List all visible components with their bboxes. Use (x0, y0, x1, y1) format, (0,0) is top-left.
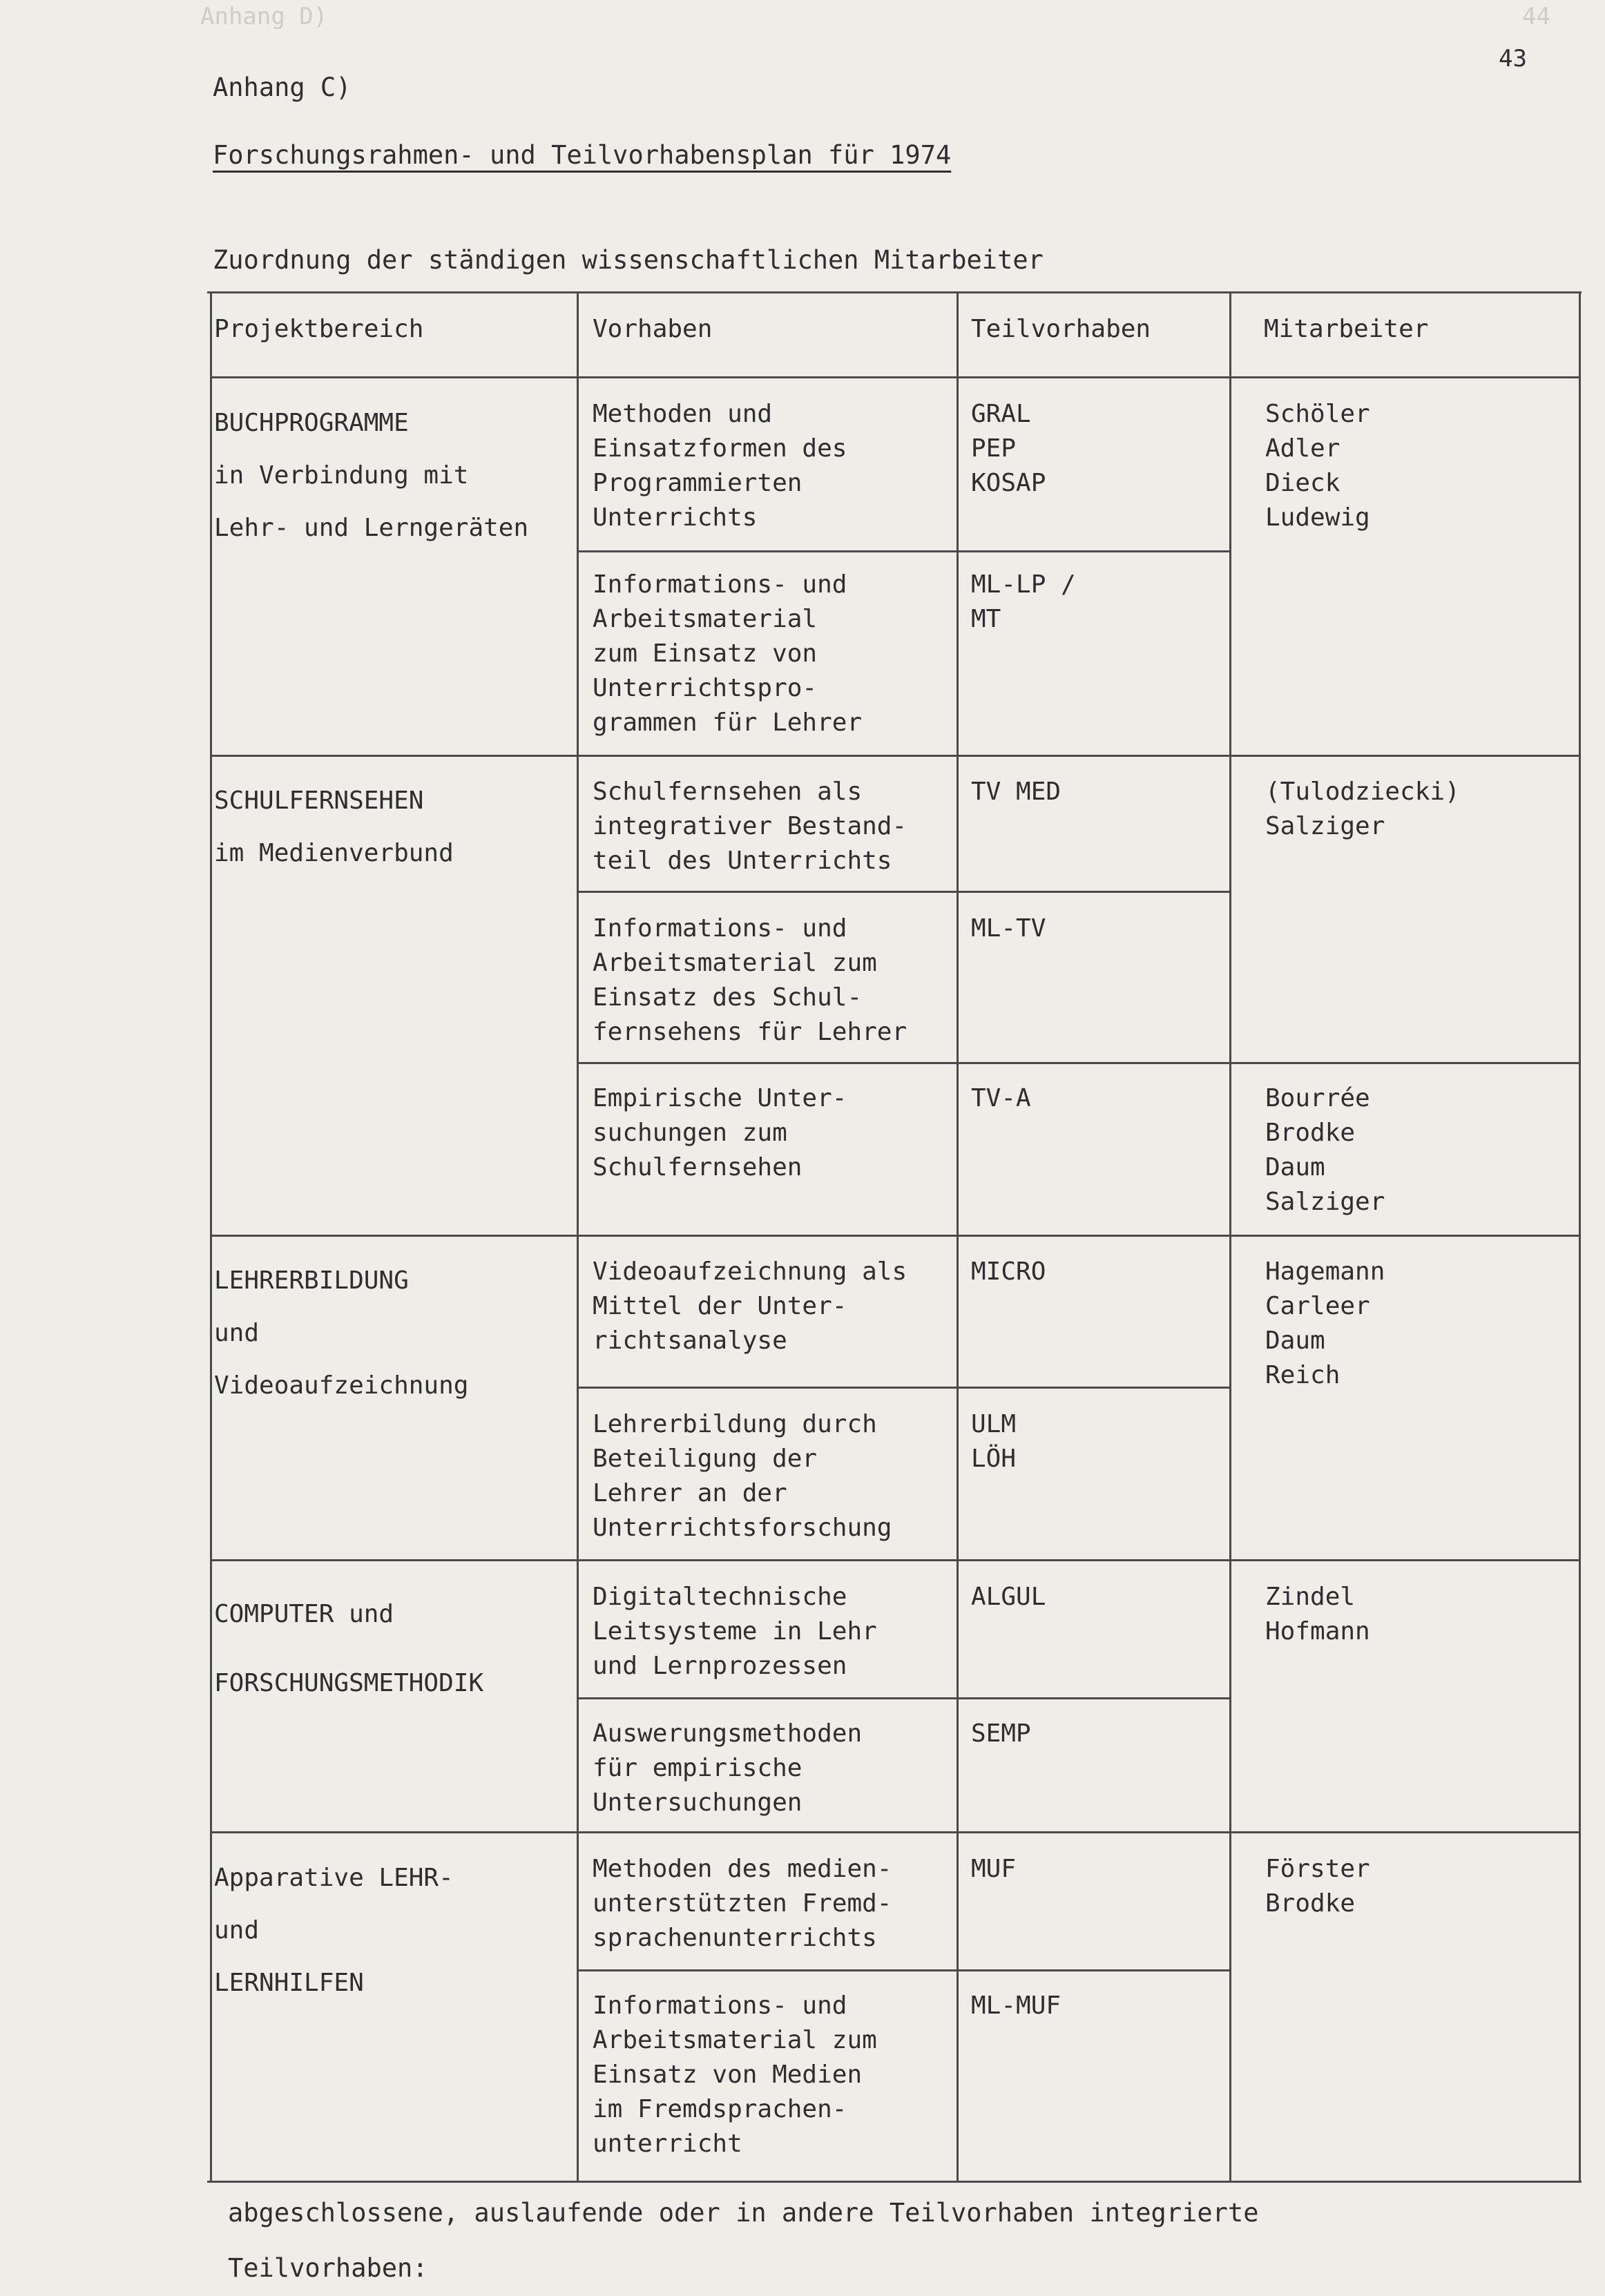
row-vorhaben: Informations- und Arbeitsmaterial zum Einsatz von Unterrichtspro- grammen für Lehrer (593, 570, 863, 737)
row-teilvorhaben: ML-MUF (971, 1991, 1061, 2020)
table-right-rule (1579, 291, 1581, 2182)
row-rule-2 (577, 891, 1231, 893)
table-bottom-rule (207, 2181, 1582, 2183)
header-teilvorhaben: Teilvorhaben (971, 315, 1151, 343)
row-vorhaben: Lehrerbildung durch Beteiligung der Lehrer an der Unterrichtsforschung (593, 1410, 892, 1542)
row-teilvorhaben: ML-LP / MT (971, 570, 1076, 633)
ghost-header-right: 44 (1522, 3, 1550, 30)
row-vorhaben: Empirische Unter- suchungen zum Schulfernsehen (593, 1084, 847, 1181)
header-vorhaben: Vorhaben (593, 315, 713, 343)
group-bereich: Apparative LEHR- und LERNHILFEN (214, 1864, 454, 1997)
header-projektbereich: Projektbereich (214, 315, 424, 343)
page-title: Forschungsrahmen- und Teilvorhabensplan für 1974 (213, 140, 952, 170)
group-bereich: COMPUTER und FORSCHUNGSMETHODIK (214, 1600, 484, 1697)
row-teilvorhaben: MUF (971, 1855, 1017, 1883)
row-rule-5 (577, 1697, 1231, 1699)
page-number: 43 (1499, 45, 1527, 73)
row-teilvorhaben: TV MED (971, 778, 1061, 806)
row-teilvorhaben: ULM LÖH (971, 1410, 1017, 1473)
row-rule-4 (577, 1387, 1231, 1389)
header-rule (210, 376, 1580, 378)
row-vorhaben: Digitaltechnische Leitsysteme in Lehr und Lernprozessen (593, 1583, 877, 1680)
group-bereich: LEHRERBILDUNG und Videoaufzeichnung (214, 1266, 469, 1400)
row-vorhaben: Schulfernsehen als integrativer Bestand- teil des Unterrichts (593, 778, 907, 875)
header-mitarbeiter: Mitarbeiter (1264, 315, 1429, 343)
appendix-label: Anhang C) (213, 73, 352, 102)
row-vorhaben: Informations- und Arbeitsmaterial zum Einsatz von Medien im Fremdsprachen- unterricht (593, 1991, 877, 2158)
row-teilvorhaben: ALGUL (971, 1583, 1046, 1611)
table-left-rule (210, 291, 212, 2182)
row-vorhaben: Methoden des medien- unterstützten Fremd- sprachenunterrichts (593, 1855, 892, 1952)
row-rule-3 (577, 1062, 1580, 1064)
row-vorhaben: Auswerungsmethoden für empirische Untersuchungen (593, 1719, 863, 1817)
col-rule-3 (1229, 291, 1231, 2182)
group-mitarbeiter: (Tulodziecki) Salziger (1265, 778, 1460, 840)
group-bereich: SCHULFERNSEHEN im Medienverbund (214, 787, 454, 867)
row-vorhaben: Informations- und Arbeitsmaterial zum Einsatz des Schul- fernsehens für Lehrer (593, 914, 907, 1046)
subtitle: Zuordnung der ständigen wissenschaftlichen Mitarbeiter (213, 245, 1044, 275)
group-rule-3 (210, 1559, 1580, 1561)
group-rule-4 (210, 1831, 1580, 1833)
ghost-header-left: Anhang D) (200, 3, 328, 30)
row-vorhaben: Methoden und Einsatzformen des Programmierten Unterrichts (593, 400, 847, 532)
footer-note: abgeschlossene, auslaufende oder in andere Teilvorhaben integrierte (228, 2198, 1259, 2228)
footer-note-label: Teilvorhaben: (228, 2253, 428, 2283)
row-rule-6 (577, 1969, 1231, 1971)
col-rule-1 (577, 291, 579, 2182)
group-mitarbeiter: Förster Brodke (1265, 1855, 1370, 1918)
row-teilvorhaben: GRAL PEP KOSAP (971, 400, 1046, 497)
group-mitarbeiter: Schöler Adler Dieck Ludewig (1265, 400, 1370, 532)
row-vorhaben: Videoaufzeichnung als Mittel der Unter- richtsanalyse (593, 1257, 907, 1355)
group-rule-2 (210, 1235, 1580, 1237)
row-teilvorhaben: ML-TV (971, 914, 1046, 943)
table-top-rule (207, 291, 1582, 293)
col-rule-2 (957, 291, 959, 2182)
row-rule-1 (577, 550, 1231, 552)
row-teilvorhaben: MICRO (971, 1257, 1046, 1286)
row-teilvorhaben: SEMP (971, 1719, 1031, 1748)
row-teilvorhaben: TV-A (971, 1084, 1031, 1112)
group-rule-1 (210, 755, 1580, 757)
group-mitarbeiter: Hagemann Carleer Daum Reich (1265, 1257, 1385, 1389)
group-bereich: BUCHPROGRAMME in Verbindung mit Lehr- und Lerngeräten (214, 409, 529, 542)
group-mitarbeiter: Zindel Hofmann (1265, 1583, 1370, 1646)
group-mitarbeiter-secondary: Bourrée Brodke Daum Salziger (1265, 1084, 1385, 1216)
